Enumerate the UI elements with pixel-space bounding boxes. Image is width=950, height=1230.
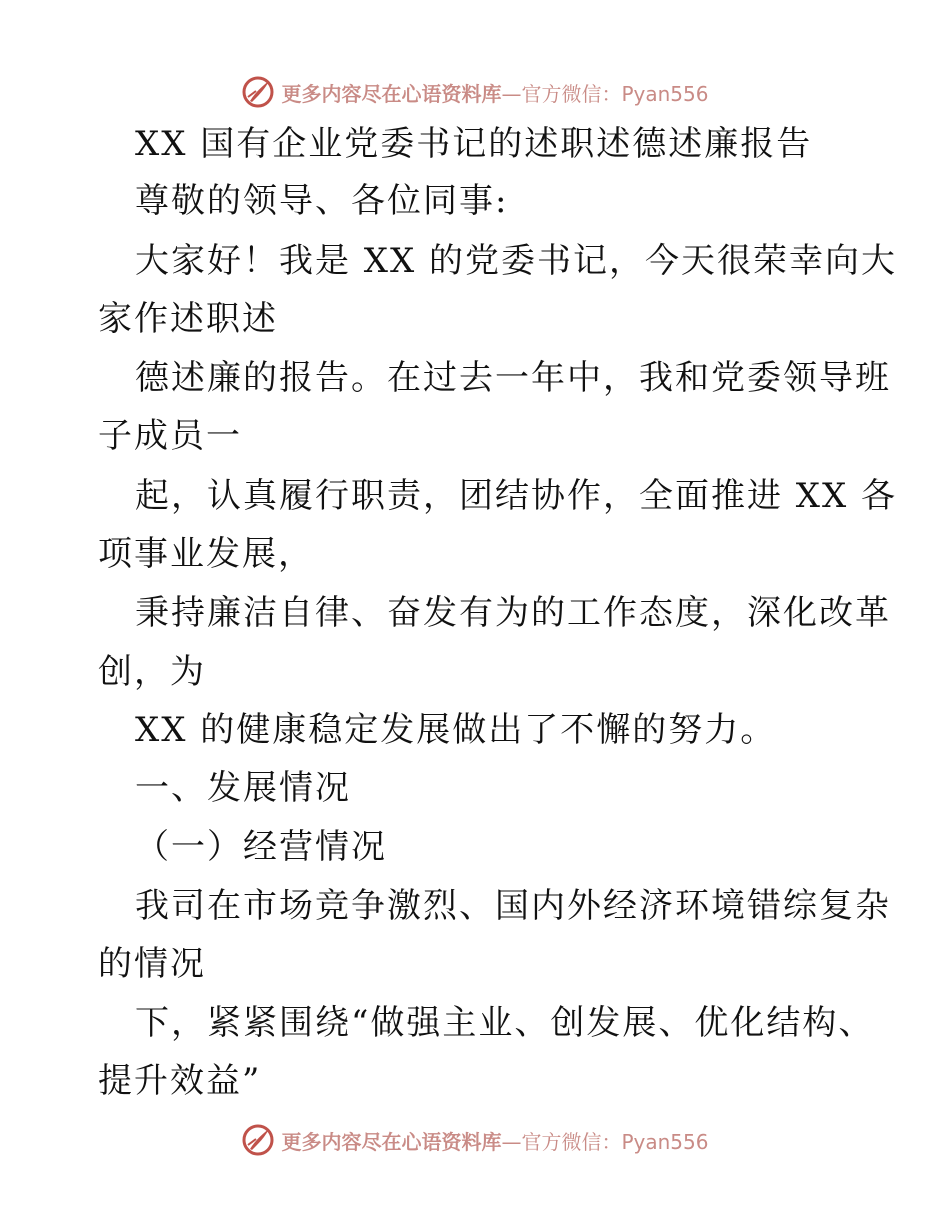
- paragraph-line: 大家好！我是 XX 的党委书记，今天很荣幸向大: [135, 241, 898, 281]
- footer-banner-wechat: —官方微信：Pyan556: [501, 1129, 709, 1154]
- header-banner-text: [281, 78, 708, 107]
- paragraph-line: 德述廉的报告。在过去一年中，我和党委领导班: [135, 358, 891, 398]
- feather-logo-icon: [241, 1123, 275, 1157]
- header-banner: [0, 72, 950, 112]
- paragraph-line: 家作述职述: [98, 299, 278, 339]
- paragraph-line: 项事业发展，: [98, 534, 314, 574]
- document-title: XX 国有企业党委书记的述职述德述廉报告: [135, 124, 813, 164]
- paragraph-line: 提升效益”: [98, 1061, 262, 1101]
- salutation: 尊敬的领导、各位同事:: [135, 181, 509, 221]
- feather-logo-icon: [241, 75, 275, 109]
- header-banner-wechat: —官方微信：Pyan556: [501, 81, 709, 106]
- paragraph-line: 下，紧紧围绕“做强主业、创发展、优化结构、: [135, 1003, 875, 1043]
- header-banner-main: 更多内容尽在心语资料库: [281, 81, 502, 106]
- paragraph-line: 的情况: [98, 944, 206, 984]
- footer-banner-main: 更多内容尽在心语资料库: [281, 1129, 502, 1154]
- paragraph-line: 创，为: [98, 652, 206, 692]
- paragraph-line: 我司在市场竞争激烈、国内外经济环境错综复杂: [135, 886, 891, 926]
- footer-banner: [0, 1120, 950, 1160]
- paragraph-line: XX 的健康稳定发展做出了不懈的努力。: [135, 710, 777, 750]
- subsection-heading: （一）经营情况: [135, 827, 387, 867]
- paragraph-line: 秉持廉洁自律、奋发有为的工作态度，深化改革: [135, 593, 891, 633]
- paragraph-line: 子成员一: [98, 416, 242, 456]
- footer-banner-text: [281, 1126, 708, 1155]
- section-heading: 一、发展情况: [135, 768, 351, 808]
- paragraph-line: 起，认真履行职责，团结协作，全面推进 XX 各: [135, 476, 898, 516]
